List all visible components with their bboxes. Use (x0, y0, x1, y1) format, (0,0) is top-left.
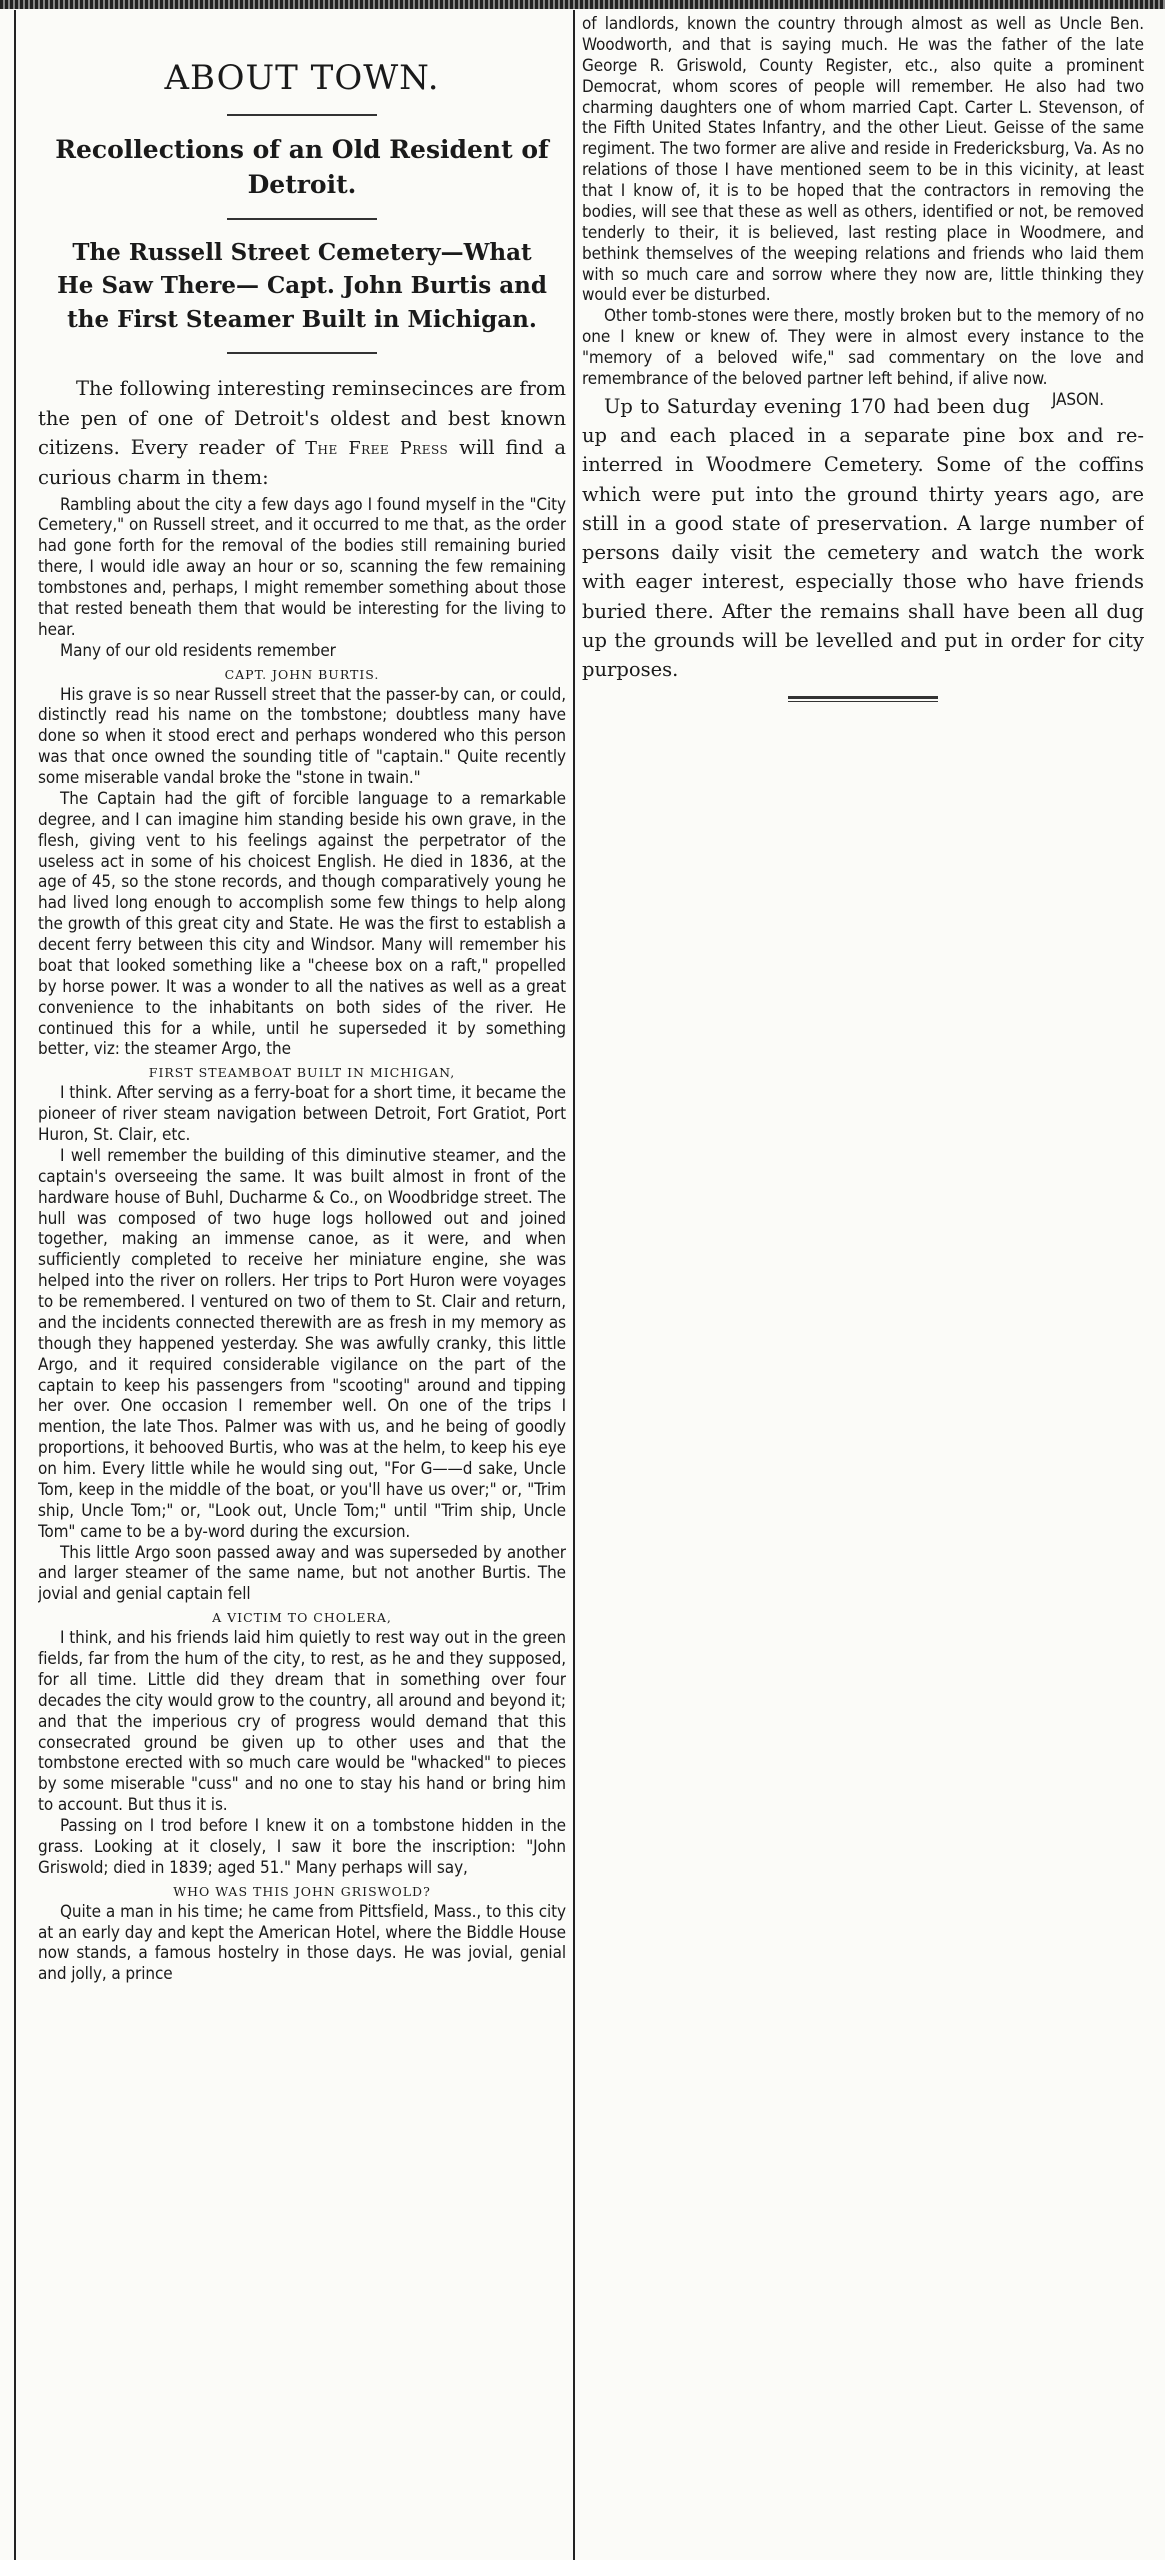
paragraph-10: Quite a man in his time; he came from Pittsfield, Mass., to this city at an early day and kept the American Hotel, where the Biddle House now stands, a famous hostelry in those days. He was jovial, genial and jolly, a prince (38, 1901, 566, 1985)
paragraph-4: The Captain had the gift of forcible language to a remarkable degree, and I can imagine him standing beside his own grave, in the flesh, giving vent to his feelings against the perpetrator of the useless act in some of his choicest English. He died in 1836, at the age of 45, so the stone records, and though comparatively young he had lived long enough to accomplish some few things to help along the growth of this great city and State. He was the first to establish a decent ferry between this city and Windsor. Many will remember his boat that looked something like a "cheese box on a raft," propelled by horse power. It was a wonder to all the natives as well as a great convenience to the inhabitants on both sides of the river. He continued this for a while, until he superseded it by something better, viz: the steamer Argo, the (38, 788, 566, 1060)
deck-rule-2 (227, 352, 377, 354)
intro-text-after: will find a curious charm in them: (38, 436, 566, 489)
headline-rule (227, 114, 377, 116)
column-rule-middle (573, 10, 575, 2560)
headline: ABOUT TOWN. (164, 58, 440, 98)
paragraph-9: Passing on I trod before I knew it on a tombstone hidden in the grass. Looking at it closely, I saw it bore the inscription: "John Griswold; died in 1839; aged 51." Many perhaps will say, (38, 1816, 566, 1878)
paragraph-8: I think, and his friends laid him quietly to rest way out in the green fields, far from the hum of the city, to rest, as he and they supposed, for all time. Little did they dream that in something over four decades the city would grow to the country, all around and beyond it; and that the imperious cry of progress would demand that this consecrated ground be given up to other uses and that the tombstone erected with so much care would be "whacked" to pieces by some miserable "cuss" and no one to stay his hand or bring him to account. But thus it is. (38, 1628, 566, 1816)
paragraph-13: Up to Saturday evening 170 had been dug up and each placed in a separate pine box and re-interred in Woodmere Cemetery. Some of the coffins which were put into the ground thirty years ago, are still in a good state of preservation. A large number of persons daily visit the cemetery and watch the work with eager interest, especially those who have friends buried there. After the remains shall have been all dug up the grounds will be levelled and put in order for city purposes. (582, 394, 1144, 681)
paragraph-1: Rambling about the city a few days ago I found myself in the "City Cemetery," on Russell street, and it occurred to me that, as the order had gone forth for the removal of the bodies still remaining buried there, I would idle away an hour or so, scanning the few remaining tombstones and, perhaps, I might remember something about those that rested beneath them that would be interesting for the living to hear. (38, 494, 566, 640)
subhead-burtis: CAPT. JOHN BURTIS. (224, 666, 380, 682)
deck-secondary: The Russell Street Cemetery—What He Saw There— Capt. John Burtis and the First Steamer Built in Michigan. (57, 239, 547, 333)
paper-name: The Free Press (305, 439, 449, 460)
intro-text-before: The following interesting reminsecinces are from the pen of one of Detroit's oldest and best known citizens. Every reader of (38, 377, 566, 460)
subhead-cholera: A VICTIM TO CHOLERA, (212, 1610, 392, 1626)
article-column-1 (38, 14, 566, 2554)
paragraph-12 (582, 306, 1144, 410)
intro-paragraph (38, 374, 566, 493)
top-border-rule (0, 0, 1165, 9)
article-column-2 (582, 14, 1144, 894)
deck-rule-1 (227, 218, 377, 220)
subhead-first-steamboat: FIRST STEAMBOAT BUILT IN MICHIGAN, (148, 1065, 456, 1081)
column-rule-left (14, 10, 16, 2560)
paragraph-6: I well remember the building of this diminutive steamer, and the captain's overseeing the same. It was built almost in front of the hardware house of Buhl, Ducharme & Co., on Woodbridge street. The hull was composed of two huge logs hollowed out and joined together, making an immense canoe, as it were, and when sufficiently completed to receive her miniature engine, she was helped into the river on rollers. Her trips to Port Huron were voyages to be remembered. I ventured on two of them to St. Clair and return, and the incidents connected therewith are as fresh in my memory as though they happened yesterday. She was awfully cranky, this little Argo, and it required considerable vigilance on the part of the captain to keep his passengers from "scooting" around and tipping her over. One occasion I remember well. On one of the trips I mention, the late Thos. Palmer was with us, and he being of goodly proportions, it behooved Burtis, who was at the helm, to keep his eye on him. Every little while he would sing out, "For G——d sake, Uncle Tom, keep in the middle of the boat, or you'll have us over;" or, "Trim ship, Uncle Tom;" or, "Look out, Uncle Tom;" until "Trim ship, Uncle Tom" came to be a by-word during the excursion. (38, 1145, 566, 1542)
paragraph-11: of landlords, known the country through almost as well as Uncle Ben. Woodworth, and that is saying much. He was the father of the late George R. Griswold, County Register, etc., also quite a prominent Democrat, whom scores of people will remember. He also had two charming daughters one of whom married Capt. Carter L. Stevenson, of the Fifth United States Infantry, and the other Lieut. Geisse of the same regiment. The two former are alive and reside in Fredericksburg, Va. As no relations of those I have mentioned seem to be in this vicinity, at least that I know of, it is to be hoped that the contractors in removing the bodies, will see that these as well as others, identified or not, be removed tenderly to their, it is believed, last resting place in Woodmere, and bethink themselves of the weeping relations and friends who laid them with so much care and sorrow where they now are, little thinking they would ever be disturbed. (582, 14, 1144, 306)
subhead-griswold: WHO WAS THIS JOHN GRISWOLD? (173, 1883, 431, 1899)
signature: JASON. (1051, 389, 1104, 410)
paragraph-5: I think. After serving as a ferry-boat for a short time, it became the pioneer of river steam navigation between Detroit, Fort Gratiot, Port Huron, St. Clair, etc. (38, 1083, 566, 1146)
deck-primary: Recollections of an Old Resident of Detroit. (55, 135, 549, 199)
paragraph-7: This little Argo soon passed away and was superseded by another and larger steamer of the same name, but not another Burtis. The jovial and genial captain fell (38, 1542, 566, 1605)
paragraph-12-text: Other tomb-stones were there, mostly broken but to the memory of no one I knew or knew of. They were in almost every instance to the "memory of a beloved wife," sad commentary on the love and remembrance of the beloved partner left behind, if alive now. (582, 306, 1144, 389)
paragraph-3: His grave is so near Russell street that the passer-by can, or could, distinctly read his name on the tombstone; doubtless many have done so when it stood erect and perhaps wondered who this person was that once owned the sounding title of "captain." Quite recently some miserable vandal broke the "stone in twain." (38, 684, 566, 789)
end-rule (788, 696, 938, 702)
paragraph-2: Many of our old residents remember (60, 640, 336, 661)
